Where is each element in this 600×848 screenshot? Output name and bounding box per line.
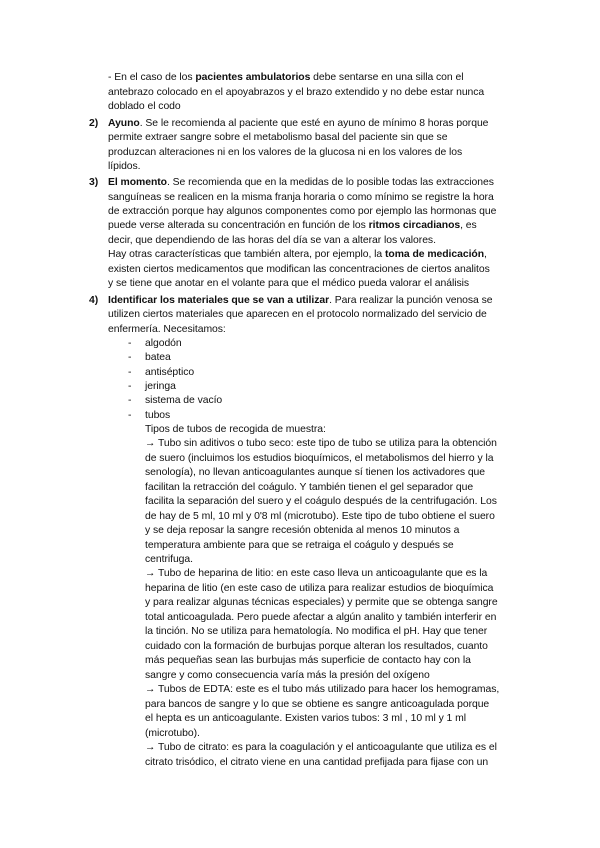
intro-text: debe sentarse en una silla con el — [310, 72, 464, 83]
item4-line-2: utilizen ciertos materiales que aparecen en el protocolo normalizado del servicio de — [108, 309, 487, 320]
material-dash: - — [128, 338, 132, 349]
tubes-line: heparina de litio (en este caso de utiliza para realizar estudios de bioquímica — [145, 583, 494, 594]
tubes-line: temperatura ambiente para que se retraiga el coágulo y después se — [145, 540, 454, 551]
material-dash: - — [128, 367, 132, 378]
intro-line-3: doblado el codo — [108, 101, 181, 112]
item3-title: El momento — [108, 177, 167, 188]
tubes-line: total anticoagulada. Pero puede afectar a algún analito y también interferir en — [145, 612, 497, 623]
material-item: jeringa — [145, 381, 176, 392]
item3-text: , es — [460, 220, 477, 231]
material-item: tubos — [145, 410, 171, 421]
item2-title: Ayuno — [108, 118, 140, 129]
item2-text: . Se le recomienda al paciente que esté en ayuno de mínimo 8 horas porque — [139, 118, 489, 129]
tubes-line: el hepta es un anticoagulante. Existen varios tubos: 3 ml , 10 ml y 1 ml — [145, 713, 466, 724]
item3-bold-medicacion: toma de medicación — [385, 249, 485, 260]
tubes-heading: Tipos de tubos de recogida de muestra: — [145, 424, 326, 435]
item4-line-3: enfermería. Necesitamos: — [108, 324, 226, 335]
item3-line-8: y se tiene que anotar en el volante para que el médico pueda valorar el análisis — [108, 278, 470, 289]
tubes-line: y se deja reposar la sangre recesión obtenida al menos 10 minutos a — [145, 525, 460, 536]
material-item: batea — [145, 352, 171, 363]
list-number-4: 4) — [89, 295, 99, 306]
list-number-2: 2) — [89, 118, 99, 129]
material-dash: - — [128, 381, 132, 392]
item4-line-1 — [108, 294, 492, 307]
tubes-line: facilita la separación del suero y el coágulo después de la centrifugación. Los — [145, 496, 497, 507]
item3-text: puede verse alterada su concentración en función de los — [108, 220, 369, 231]
item3-line-7: existen ciertos medicamentos que modifican las concentraciones de ciertos analitos — [108, 264, 490, 275]
tubes-line: → Tubo de heparina de litio: en este caso lleva un anticoagulante que es la — [145, 568, 488, 579]
item3-line-6 — [108, 248, 487, 261]
tubes-line: sangre y como consecuencia varía más la presión del oxígeno — [145, 670, 430, 681]
tubes-line: cuidado con la formación de burbujas porque alteran los resultados, cuanto — [145, 641, 488, 652]
intro-line-2: antebrazo colocado en el apoyabrazos y el brazo extendido y no debe estar nunca — [108, 87, 485, 98]
material-dash: - — [128, 410, 132, 421]
item2-line-3: produzcan alteraciones ni en los valores de la glucosa ni en los valores de los — [108, 147, 463, 158]
tubes-line: citrato trisódico, el citrato viene en una cantidad prefijada para fijase con un — [145, 757, 489, 768]
tubes-line: (microtubo). — [145, 728, 200, 739]
material-dash: - — [128, 352, 132, 363]
item3-line-3: de extracción porque hay algunos componentes como por ejemplo las hormonas que — [108, 206, 497, 217]
material-item: antiséptico — [145, 367, 195, 378]
tubes-line: centrifuga. — [145, 554, 193, 565]
intro-line-1 — [108, 71, 463, 84]
tubes-line: de hay de 5 ml, 10 ml y 0'8 ml (microtubo). Este tipo de tubo obtiene el suero — [145, 511, 495, 522]
tubes-line: → Tubo sin aditivos o tubo seco: este tipo de tubo se utiliza para la obtención — [145, 438, 497, 449]
item3-line-1 — [108, 176, 494, 189]
tubes-line: y para realizar algunas técnicas especiales) y permite que se obtenga sangre — [145, 597, 498, 608]
tubes-line: → Tubos de EDTA: este es el tubo más utilizado para hacer los hemogramas, — [145, 684, 500, 695]
item3-bold-ritmos: ritmos circadianos — [368, 220, 461, 231]
item4-text: . Para realizar la punción venosa se — [329, 295, 493, 306]
item3-text: Hay otras características que también altera, por ejemplo, la — [108, 249, 386, 260]
tubes-line: para bancos de sangre y lo que se obtiene es sangre anticoagulada porque — [145, 699, 490, 710]
item3-line-4 — [108, 219, 477, 232]
material-dash: - — [128, 395, 132, 406]
item3-text: . Se recomienda que en la medidas de lo posible todas las extracciones — [166, 177, 494, 188]
list-number-3: 3) — [89, 177, 99, 188]
item2-line-1 — [108, 117, 488, 130]
item2-line-4: lípidos. — [108, 161, 141, 172]
item2-line-2: permite extraer sangre sobre el metabolismo basal del paciente sin que se — [108, 132, 448, 143]
tubes-line: → Tubo de citrato: es para la coagulación y el anticoagulante que utiliza es el — [145, 742, 497, 753]
tubes-line: de suero (incluimos los estudios bioquímicos, el metabolismos del hierro y la — [145, 453, 494, 464]
item3-line-2: sanguíneas se realicen en la misma franja horaria o como mínimo se registre la hora — [108, 192, 494, 203]
material-item: sistema de vacío — [145, 395, 223, 406]
intro-bold-ambulatorios: pacientes ambulatorios — [195, 72, 311, 83]
item3-text: , — [484, 249, 487, 260]
item4-title: Identificar los materiales que se van a utilizar — [108, 295, 330, 306]
tubes-line: la tinción. No se utiliza para hematología. No modifica el pH. Hay que tener — [145, 626, 488, 637]
item3-line-5: decir, que dependiendo de las horas del día se van a alterar los valores. — [108, 235, 436, 246]
intro-text: - En el caso de los — [108, 72, 196, 83]
tubes-line: senología), no llevan anticoagulantes aunque sí tienen los activadores que — [145, 467, 486, 478]
tubes-line: más pequeñas sean las burbujas más superficie de contacto hay con la — [145, 655, 471, 666]
material-item: algodón — [145, 338, 182, 349]
tubes-line: facilitan la retracción del coágulo. Y también tienen el gel separador que — [145, 482, 474, 493]
